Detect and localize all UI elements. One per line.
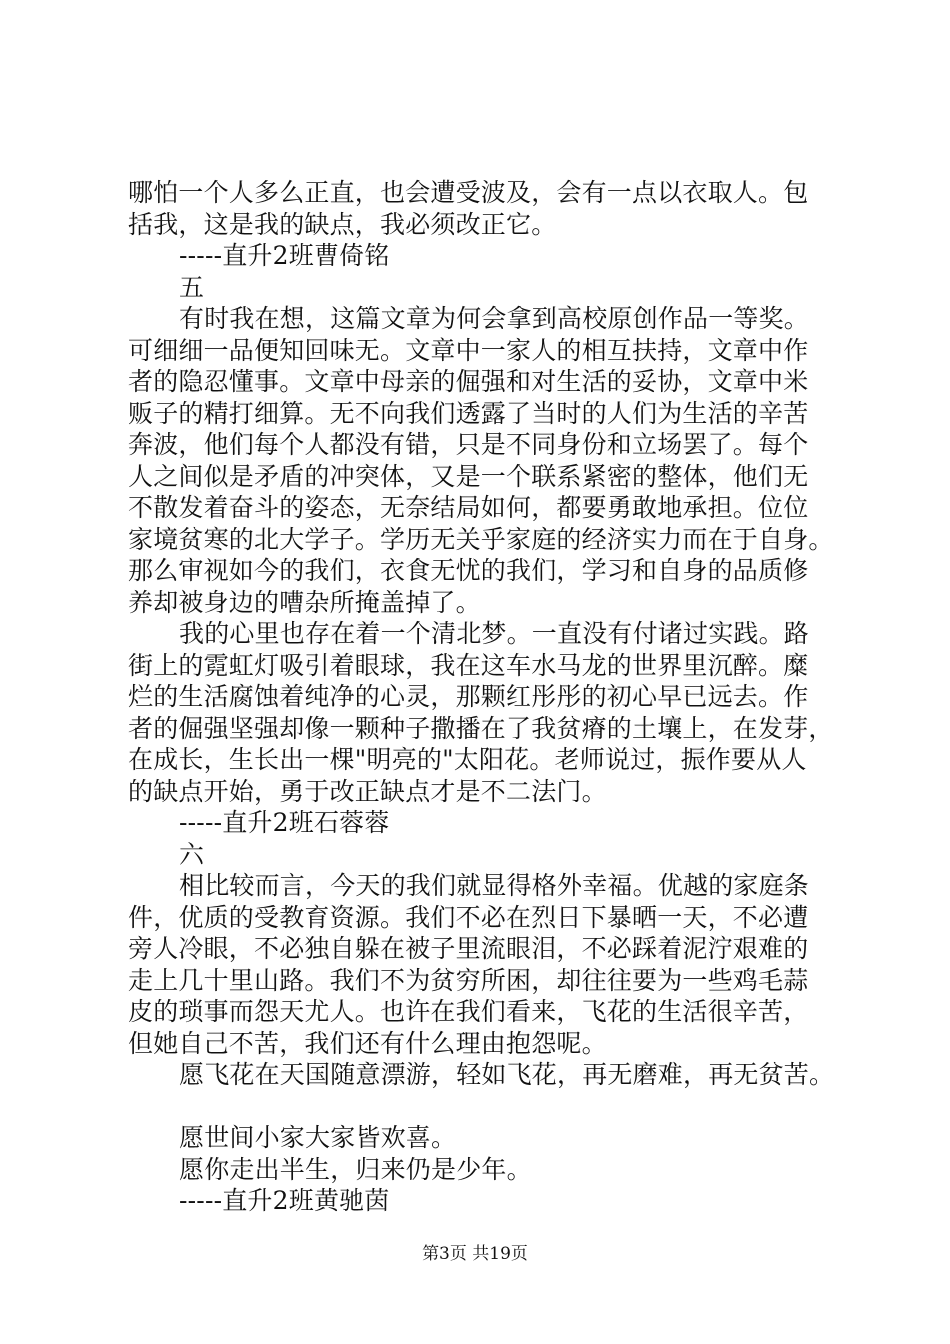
text-line: 有时我在想，这篇文章为何会拿到高校原创作品一等奖。 [179,304,810,333]
text-line: 者的隐忍懂事。文章中母亲的倔强和对生活的妥协，文章中米 [128,367,809,396]
blank-line [128,1091,838,1123]
text-line: 不散发着奋斗的姿态，无奈结局如何，都要勇敢地承担。位位 [128,493,809,522]
text-line: 可细细一品便知回味无。文章中一家人的相互扶持，文章中作 [128,335,809,365]
text-line: 那么审视如今的我们，衣食无忧的我们，学习和自身的品质修 [128,556,809,585]
text-line: 哪怕一个人多么正直，也会遭受波及，会有一点以衣取人。包 [128,178,809,207]
text-line: 旁人冷眼，不必独自躲在被子里流眼泪，不必踩着泥泞艰难的 [128,934,809,963]
text-line: -----直升2班曹倚铭 [179,241,390,270]
text-line: 奔波，他们每个人都没有错，只是不同身份和立场罢了。每个 [128,430,809,459]
text-line: 括我，这是我的缺点，我必须改正它。 [128,209,557,239]
text-line: 愿飞花在天国随意漂游，轻如飞花，再无磨难，再无贫苦。 [179,1060,835,1089]
text-line: 烂的生活腐蚀着纯净的心灵，那颗红彤彤的初心早已远去。作 [128,682,809,711]
text-line: 但她自己不苦，我们还有什么理由抱怨呢。 [128,1028,607,1058]
text-line: 相比较而言，今天的我们就显得格外幸福。优越的家庭条 [179,871,810,900]
text-line: 我的心里也存在着一个清北梦。一直没有付诸过实践。路 [179,619,810,648]
text-line: 件，优质的受教育资源。我们不必在烈日下暴晒一天，不必遭 [128,902,809,932]
text-line: 愿世间小家大家皆欢喜。 [179,1123,457,1152]
text-line: 人之间似是矛盾的冲突体，又是一个联系紧密的整体，他们无 [128,461,809,491]
text-line: -----直升2班石蓉蓉 [179,808,390,837]
text-line: 者的倔强坚强却像一颗种子撒播在了我贫瘠的土壤上，在发芽， [128,713,834,743]
text-line: 在成长，生长出一棵"明亮的"太阳花。老师说过，振作要从人 [128,745,807,774]
text-line: 养却被身边的嘈杂所掩盖掉了。 [128,587,481,617]
text-line: 五 [179,272,205,302]
text-line: -----直升2班黄驰茵 [179,1186,390,1215]
text-line: 家境贫寒的北大学子。学历无关乎家庭的经济实力而在于自身。 [128,524,834,554]
text-line: 街上的霓虹灯吸引着眼球，我在这车水马龙的世界里沉醉。糜 [128,650,809,680]
page-number-footer: 第3页 共19页 [422,1244,528,1264]
text-line: 的缺点开始，勇于改正缺点才是不二法门。 [128,776,607,806]
text-line: 愿你走出半生，归来仍是少年。 [179,1154,532,1184]
text-line: 走上几十里山路。我们不为贫穷所困，却往往要为一些鸡毛蒜 [128,965,809,995]
text-line: 皮的琐事而怨天尤人。也许在我们看来，飞花的生活很辛苦， [128,997,809,1026]
text-line: 六 [179,839,205,869]
document-body [128,177,838,1217]
text-line: 贩子的精打细算。无不向我们透露了当时的人们为生活的辛苦 [128,398,809,428]
